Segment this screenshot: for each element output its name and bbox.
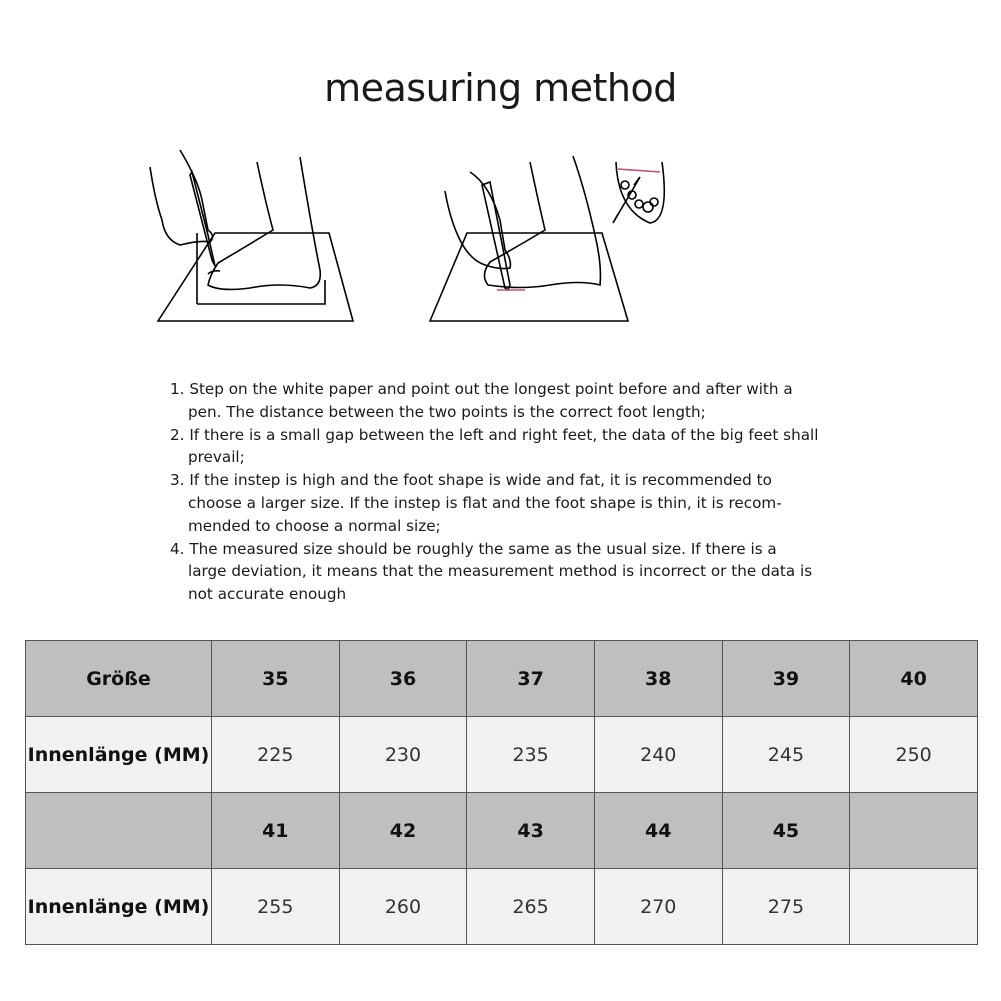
size-row [26, 641, 978, 717]
length-row [26, 717, 978, 793]
size-cell: 35 [211, 641, 339, 717]
size-cell: 45 [722, 793, 850, 869]
size-cell: 44 [594, 793, 722, 869]
size-cell: 39 [722, 641, 850, 717]
size-cell [850, 793, 978, 869]
left-foot-drawing [150, 150, 353, 321]
length-cell: 250 [850, 717, 978, 793]
size-cell: 40 [850, 641, 978, 717]
size-cell: 37 [467, 641, 595, 717]
size-chart-table [25, 640, 978, 945]
size-cell: 42 [339, 793, 467, 869]
length-cell: 225 [211, 717, 339, 793]
length-row [26, 869, 978, 945]
length-cell: 260 [339, 869, 467, 945]
foot-measuring-illustration [140, 140, 860, 340]
size-header: Größe [26, 641, 212, 717]
measuring-instructions [170, 378, 820, 606]
length-cell: 255 [211, 869, 339, 945]
right-foot-drawing [430, 156, 664, 321]
length-cell: 230 [339, 717, 467, 793]
length-header: Innenlänge (MM) [26, 869, 212, 945]
length-cell: 245 [722, 717, 850, 793]
size-cell: 38 [594, 641, 722, 717]
size-cell: 36 [339, 641, 467, 717]
instruction-step: 4. The measured size should be roughly the same as the usual size. If there is a large deviation, it means that the measurement method is incorrect or the data is not accurate enough [170, 539, 813, 604]
instruction-step: 3. If the instep is high and the foot shape is wide and fat, it is recommended to choose a larger size. If the instep is flat and the foot shape is thin, it is recom-mended to choose a normal size; [170, 471, 782, 535]
length-cell: 265 [467, 869, 595, 945]
length-cell: 240 [594, 717, 722, 793]
instruction-step: 2. If there is a small gap between the left and right feet, the data of the big feet shall prevail; [170, 425, 819, 467]
empty-header [26, 793, 212, 869]
length-cell [850, 869, 978, 945]
size-row [26, 793, 978, 869]
length-header: Innenlänge (MM) [26, 717, 212, 793]
size-cell: 43 [467, 793, 595, 869]
size-cell: 41 [211, 793, 339, 869]
length-cell: 275 [722, 869, 850, 945]
instruction-step: 1. Step on the white paper and point out the longest point before and after with a pen. The distance between the two points is the correct foot length; [170, 380, 793, 421]
page-title: measuring method [324, 66, 677, 110]
length-cell: 235 [467, 717, 595, 793]
length-cell: 270 [594, 869, 722, 945]
